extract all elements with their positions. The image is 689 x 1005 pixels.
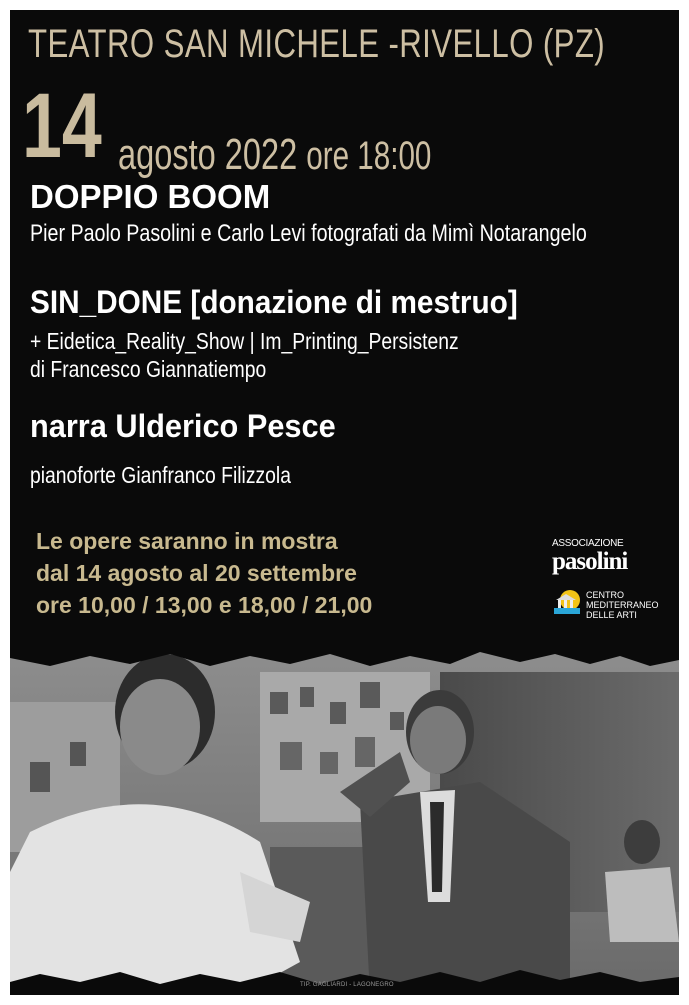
date-time: ore 18:00 [306, 134, 432, 178]
cma-line: DELLE ARTI [586, 610, 637, 620]
event2-line1: + Eidetica_Reality_Show | Im_Printing_Persistenz [30, 328, 459, 354]
cma-logo-text [586, 590, 666, 620]
narrator: narra Ulderico Pesce [30, 408, 336, 444]
event1-title: DOPPIO BOOM [30, 178, 271, 215]
event2-title: SIN_DONE [donazione di mestruo] [30, 284, 518, 320]
pasolini-logo-small: ASSOCIAZIONE [552, 538, 624, 549]
piano: pianoforte Gianfranco Filizzola [30, 462, 291, 488]
date-month-year: agosto 2022 [118, 130, 298, 179]
poster [10, 10, 679, 995]
event2-line2: di Francesco Giannatiempo [30, 356, 267, 382]
printer-credit: TIP. GAGLIARDI - LAGONEGRO [300, 982, 394, 988]
venue-title: TEATRO SAN MICHELE -RIVELLO (PZ) [28, 22, 606, 66]
event1-subtitle: Pier Paolo Pasolini e Carlo Levi fotografati da Mimì Notarangelo [30, 220, 587, 247]
centro-mediterraneo-logo [552, 588, 667, 624]
pasolini-logo-big: pasolini [552, 548, 628, 575]
exhibition-line3: ore 10,00 / 13,00 e 18,00 / 21,00 [36, 592, 373, 618]
exhibition-line1: Le opere saranno in mostra [36, 528, 338, 554]
associazione-pasolini-logo [552, 538, 660, 578]
exhibition-line2: dal 14 agosto al 20 settembre [36, 560, 357, 586]
date-line [118, 130, 431, 180]
cma-line: CENTRO [586, 590, 624, 600]
historic-photo [10, 642, 679, 995]
cma-line: MEDITERRANEO [586, 600, 659, 610]
date-day: 14 [22, 75, 102, 177]
temple-icon [552, 588, 582, 618]
